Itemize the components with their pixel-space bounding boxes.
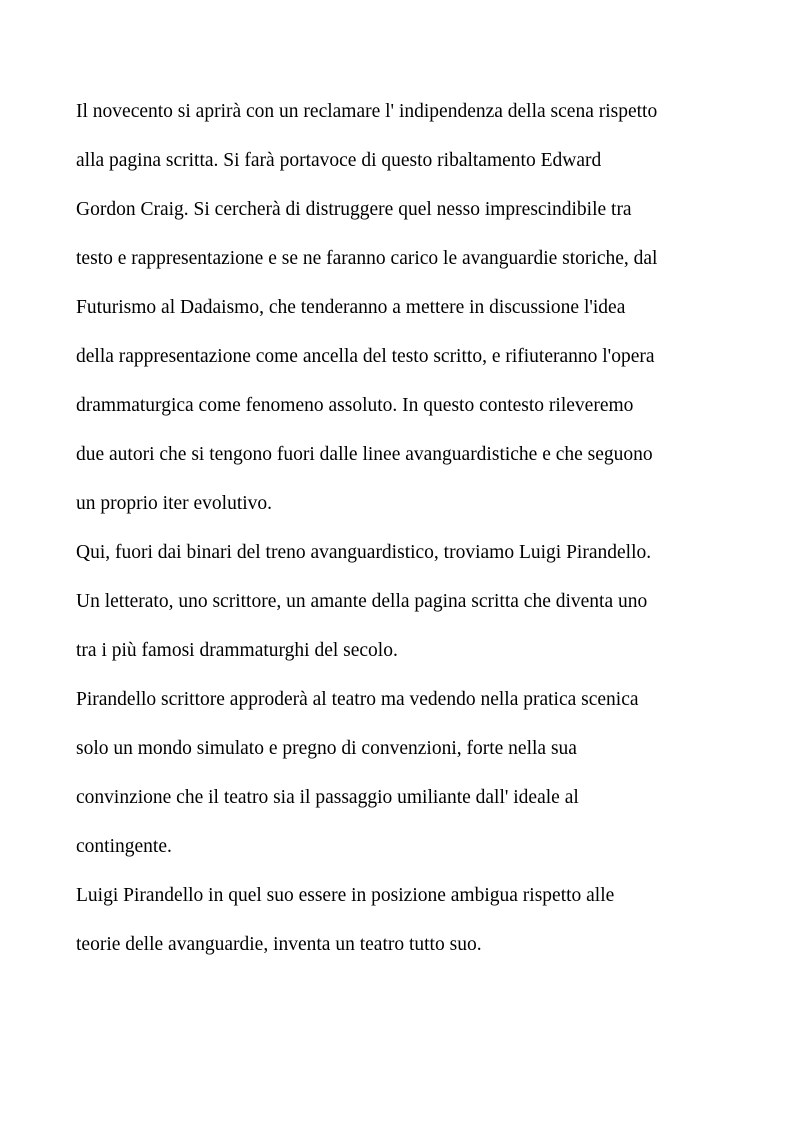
text-line: drammaturgica come fenomeno assoluto. In questo contesto rileveremo [76, 395, 634, 416]
text-line: Gordon Craig. Si cercherà di distruggere quel nesso imprescindibile tra [76, 199, 632, 220]
text-line: tra i più famosi drammaturghi del secolo. [76, 640, 398, 661]
text-line: convinzione che il teatro sia il passaggio umiliante dall' ideale al [76, 787, 579, 808]
text-line: della rappresentazione come ancella del testo scritto, e rifiuteranno l'opera [76, 346, 655, 367]
text-line: Un letterato, uno scrittore, un amante della pagina scritta che diventa uno [76, 591, 648, 612]
text-line: testo e rappresentazione e se ne faranno carico le avanguardie storiche, dal [76, 248, 658, 269]
text-line: Luigi Pirandello in quel suo essere in posizione ambigua rispetto alle [76, 885, 615, 906]
text-line: contingente. [76, 836, 172, 857]
text-line: solo un mondo simulato e pregno di convenzioni, forte nella sua [76, 738, 577, 759]
text-line: Futurismo al Dadaismo, che tenderanno a mettere in discussione l'idea [76, 297, 626, 318]
text-line: Pirandello scrittore approderà al teatro ma vedendo nella pratica scenica [76, 689, 639, 710]
text-line: alla pagina scritta. Si farà portavoce di questo ribaltamento Edward [76, 150, 602, 171]
text-line: due autori che si tengono fuori dalle linee avanguardistiche e che seguono [76, 444, 653, 465]
text-line: Qui, fuori dai binari del treno avanguardistico, troviamo Luigi Pirandello. [76, 542, 652, 563]
body-text [76, 87, 736, 969]
text-line: un proprio iter evolutivo. [76, 493, 273, 514]
text-line: teorie delle avanguardie, inventa un teatro tutto suo. [76, 934, 482, 955]
text-line: Il novecento si aprirà con un reclamare l' indipendenza della scena rispetto [76, 101, 658, 122]
